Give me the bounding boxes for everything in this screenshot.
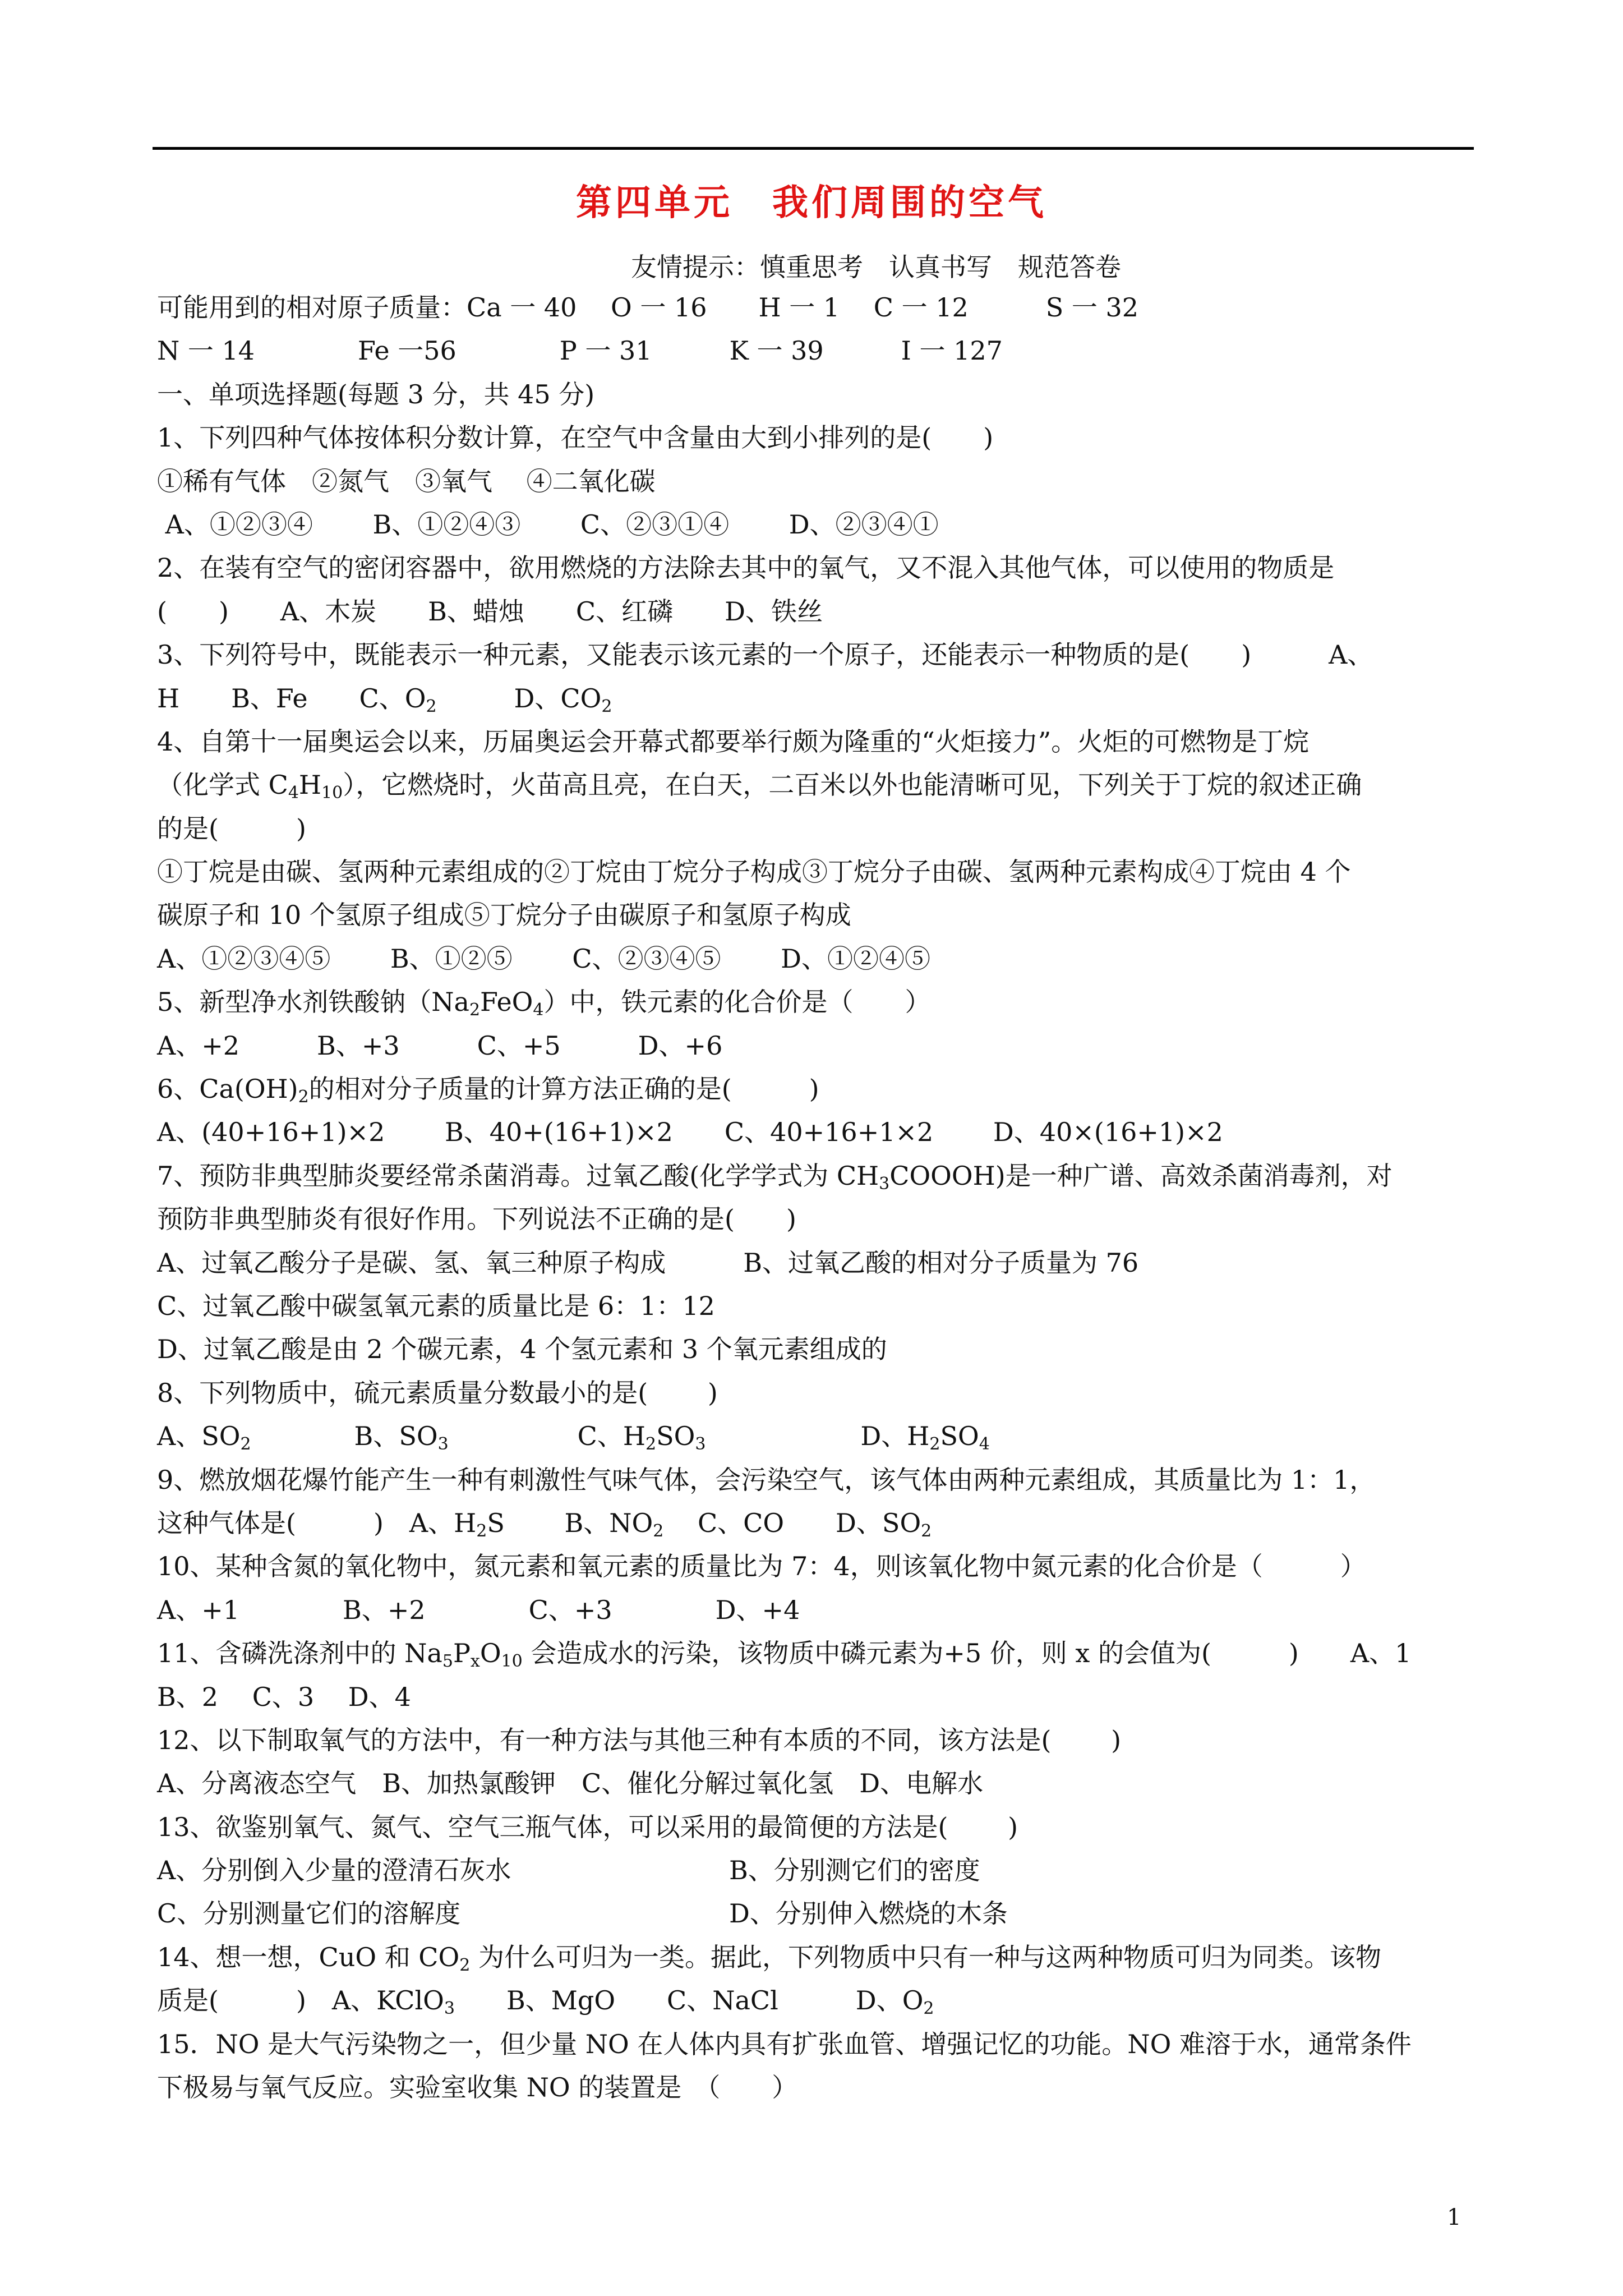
- question-12-options: A、分离液态空气 B、加热氯酸钾 C、催化分解过氧化氢 D、电解水: [157, 1768, 984, 1799]
- question-3: 3、下列符号中，既能表示一种元素，又能表示该元素的一个原子，还能表示一种物质的是( ) A、: [157, 639, 1373, 670]
- question-13-options-ab: A、分别倒入少量的澄清石灰水 B、分别测它们的密度: [157, 1855, 980, 1886]
- question-11-options: B、2 C、3 D、4: [157, 1681, 411, 1712]
- question-4-statements-2: 碳原子和 10 个氢原子组成⑤丁烷分子由碳原子和氢原子构成: [157, 900, 851, 931]
- question-7: 7、预防非典型肺炎要经常杀菌消毒。过氧乙酸(化学学式为 $CH_3COOOH$)是一种广谱、高效杀菌消毒剂，对: [157, 1160, 1393, 1194]
- question-1-options: A、①②③④ B、①②④③ C、②③①④ D、②③④①: [157, 509, 939, 540]
- question-4-statements: ①丁烷是由碳、氢两种元素组成的②丁烷由丁烷分子构成③丁烷分子由碳、氢两种元素构成④丁烷由 4 个: [157, 857, 1351, 887]
- page-number: 1: [1447, 2205, 1461, 2230]
- question-2: 2、在装有空气的密闭容器中，欲用燃烧的方法除去其中的氧气，又不混入其他气体，可以使用的物质是: [157, 553, 1335, 583]
- question-3-options: H B、Fe C、$O_2$ D、$CO_2$: [157, 683, 612, 716]
- page-title: 第四单元 我们周围的空气: [576, 182, 1047, 224]
- exam-content: [157, 286, 1475, 2109]
- question-5-options: A、+2 B、+3 C、+5 D、+6: [157, 1030, 723, 1061]
- question-9: 9、燃放烟花爆竹能产生一种有刺激性气味气体，会污染空气，该气体由两种元素组成，其质量比为 1：1，: [157, 1464, 1376, 1495]
- question-7-option-c: C、过氧乙酸中碳氢氧元素的质量比是 6：1：12: [157, 1290, 715, 1321]
- question-4-line-2: （化学式 $C_4H_{10}$），它燃烧时，火苗高且亮，在白天，二百米以外也能清晰可见，下列关于丁烷的叙述正确: [157, 770, 1362, 803]
- question-4: 4、自第十一届奥运会以来，历届奥运会开幕式都要举行颇为隆重的“火炬接力”。火炬的可燃物是丁烷: [157, 726, 1310, 757]
- question-1: 1、下列四种气体按体积分数计算，在空气中含量由大到小排列的是( ): [157, 422, 994, 453]
- question-11: 11、含磷洗涤剂中的 $Na_5P_xO_{10}$ 会造成水的污染，该物质中磷元素为+5 价，则 x 的会值为( ) A、1: [157, 1638, 1412, 1672]
- question-6-options: A、(40+16+1)×2 B、40+(16+1)×2 C、40+16+1×2 D、40×(16+1)×2: [157, 1117, 1223, 1148]
- header-rule: [153, 147, 1474, 150]
- question-2-options: ( ) A、木炭 B、蜡烛 C、红磷 D、铁丝: [157, 596, 823, 627]
- question-14-options: 质是( ) A、KClO$_3$ B、MgO C、NaCl D、$O_2$: [157, 1985, 934, 2019]
- question-1-items: ①稀有气体 ②氮气 ③氧气 ④二氧化碳: [157, 466, 656, 496]
- question-8-options: A、$SO_2$ B、$SO_3$ C、$H_2SO_3$ D、$H_2SO_4$: [157, 1421, 990, 1455]
- section-heading: 一、单项选择题(每题 3 分，共 45 分): [157, 379, 595, 409]
- question-9-options: 这种气体是( ) A、$H_2S$ B、$NO_2$ C、CO D、$SO_2$: [157, 1507, 932, 1541]
- friendly-tip: 友情提示：慎重思考 认真书写 规范答卷: [631, 252, 1121, 282]
- question-5: 5、新型净水剂铁酸钠$(Na_2FeO_4)$中，铁元素的化合价是（ ）: [157, 987, 931, 1020]
- question-13: 13、欲鉴别氧气、氮气、空气三瓶气体，可以采用的最简便的方法是( ): [157, 1811, 1018, 1842]
- question-7-option-d: D、过氧乙酸是由 2 个碳元素，4 个氢元素和 3 个氧元素组成的: [157, 1334, 887, 1365]
- question-13-options-cd: C、分别测量它们的溶解度 D、分别伸入燃烧的木条: [157, 1898, 1008, 1929]
- question-14: 14、想一想，CuO 和 $CO_2$ 为什么可归为一类。据此，下列物质中只有一种与这两种物质可归为同类。该物: [157, 1941, 1381, 1975]
- question-10: 10、某种含氮的氧化物中，氮元素和氧元素的质量比为 7：4，则该氧化物中氮元素的化合价是（ ）: [157, 1551, 1366, 1582]
- question-12: 12、以下制取氧气的方法中，有一种方法与其他三种有本质的不同，该方法是( ): [157, 1724, 1122, 1755]
- question-6: 6、$Ca(OH)_2$的相对分子质量的计算方法正确的是( ): [157, 1074, 819, 1107]
- question-10-options: A、+1 B、+2 C、+3 D、+4: [157, 1594, 800, 1625]
- question-7-line-2: 预防非典型肺炎有很好作用。下列说法不正确的是( ): [157, 1204, 796, 1235]
- question-8: 8、下列物质中，硫元素质量分数最小的是( ): [157, 1377, 718, 1408]
- question-15: 15．NO 是大气污染物之一，但少量 NO 在人体内具有扩张血管、增强记忆的功能。NO 难溶于水，通常条件: [157, 2028, 1412, 2059]
- atomic-mass-line-1: 可能用到的相对原子质量：Ca 一 40 O 一 16 H 一 1 C 一 12 S 一 32: [157, 292, 1139, 323]
- question-15-line-2: 下极易与氧气反应。实验室收集 NO 的装置是 （ ）: [157, 2072, 798, 2103]
- question-7-option-ab: A、过氧乙酸分子是碳、氢、氧三种原子构成 B、过氧乙酸的相对分子质量为 76: [157, 1247, 1139, 1278]
- question-4-options: A、①②③④⑤ B、①②⑤ C、②③④⑤ D、①②④⑤: [157, 943, 930, 974]
- atomic-mass-line-2: N 一 14 Fe 一56 P 一 31 K 一 39 I 一 127: [157, 335, 1003, 366]
- question-4-line-3: 的是( ): [157, 813, 306, 844]
